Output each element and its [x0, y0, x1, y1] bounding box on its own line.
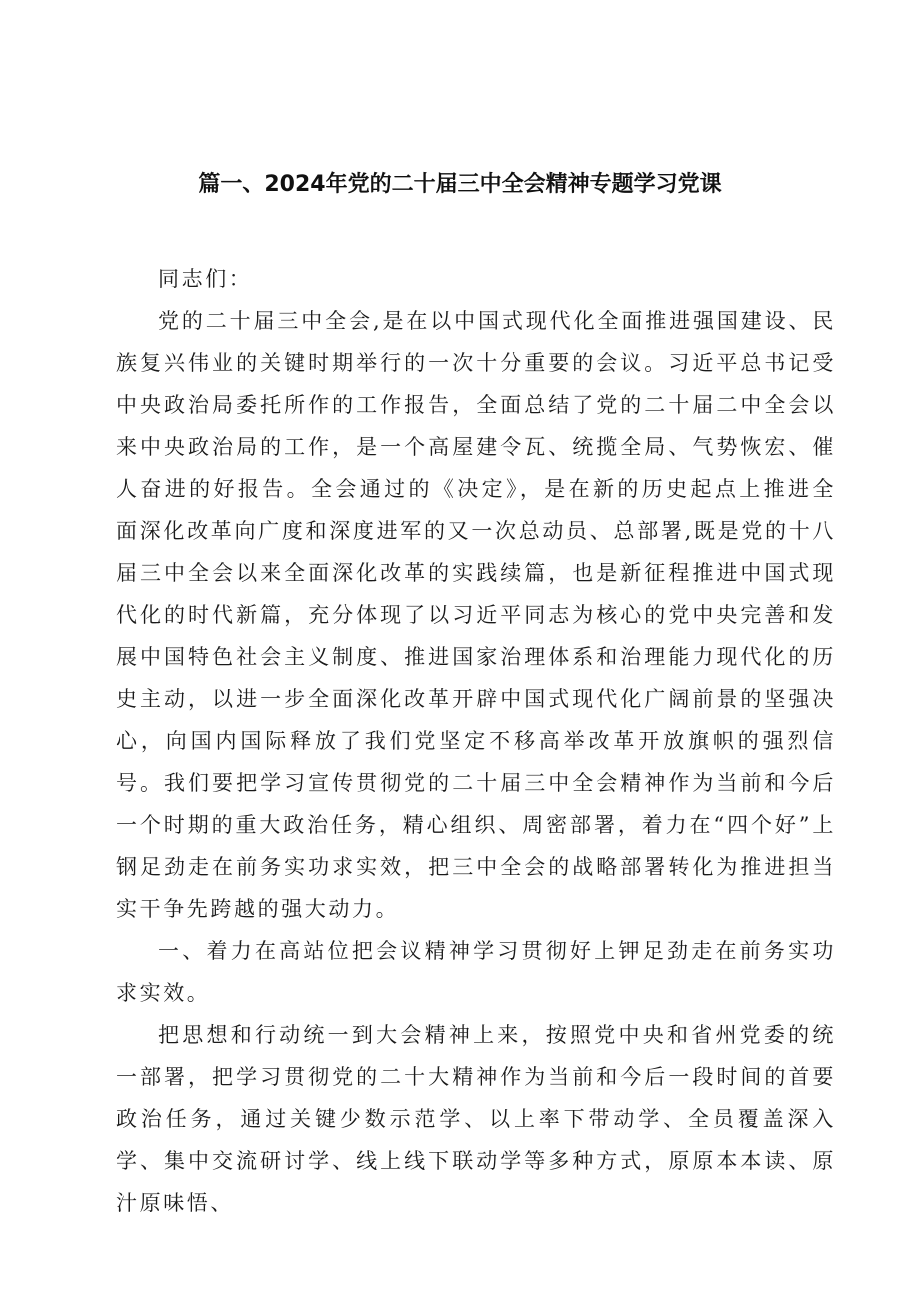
greeting: 同志们： [158, 267, 253, 291]
document-title: 篇一、2024年党的二十届三中全会精神专题学习党课 [198, 172, 722, 197]
paragraph: 把思想和行动统一到大会精神上来，按照党中央和省州党委的统一部署，把学习贯彻党的二十大精神作为当前和今后一段时间的首要政治任务，通过关键少数示范学、以上率下带动学、全员覆盖深入学、集中交流研讨学、线上线下联动学等多种方式，原原本本读、原汁原味悟、 [116, 1023, 836, 1215]
section-heading: 一、着力在高站位把会议精神学习贯彻好上钾足劲走在前务实功求实效。 [116, 939, 836, 1005]
paragraph: 党的二十届三中全会,是在以中国式现代化全面推进强国建设、民族复兴伟业的关键时期举行的一次十分重要的会议。习近平总书记受中央政治局委托所作的工作报告，全面总结了党的二十届二中全会以来中央政治局的工作，是一个高屋建令瓦、统揽全局、气势恢宏、催人奋进的好报告。全会通过的《决定》，是在新的历史起点上推进全面深化改革向广度和深度进军的又一次总动员、总部署,既是党的十八届三中全会以来全面深化改革的实践续篇，也是新征程推进中国式现代化的时代新篇，充分体现了以习近平同志为核心的党中央完善和发展中国特色社会主义制度、推进国家治理体系和治理能力现代化的历史主动，以进一步全面深化改革开辟中国式现代化广阔前景的坚强决心，向国内国际释放了我们党坚定不移高举改革开放旗帜的强烈信号。我们要把学习宣传贯彻党的二十届三中全会精神作为当前和今后一个时期的重大政治任务，精心组织、周密部署，着力在“四个好”上钢足劲走在前务实功求实效，把三中全会的战略部署转化为推进担当实干争先跨越的强大动力。 [116, 309, 836, 921]
document-body [116, 258, 836, 1224]
